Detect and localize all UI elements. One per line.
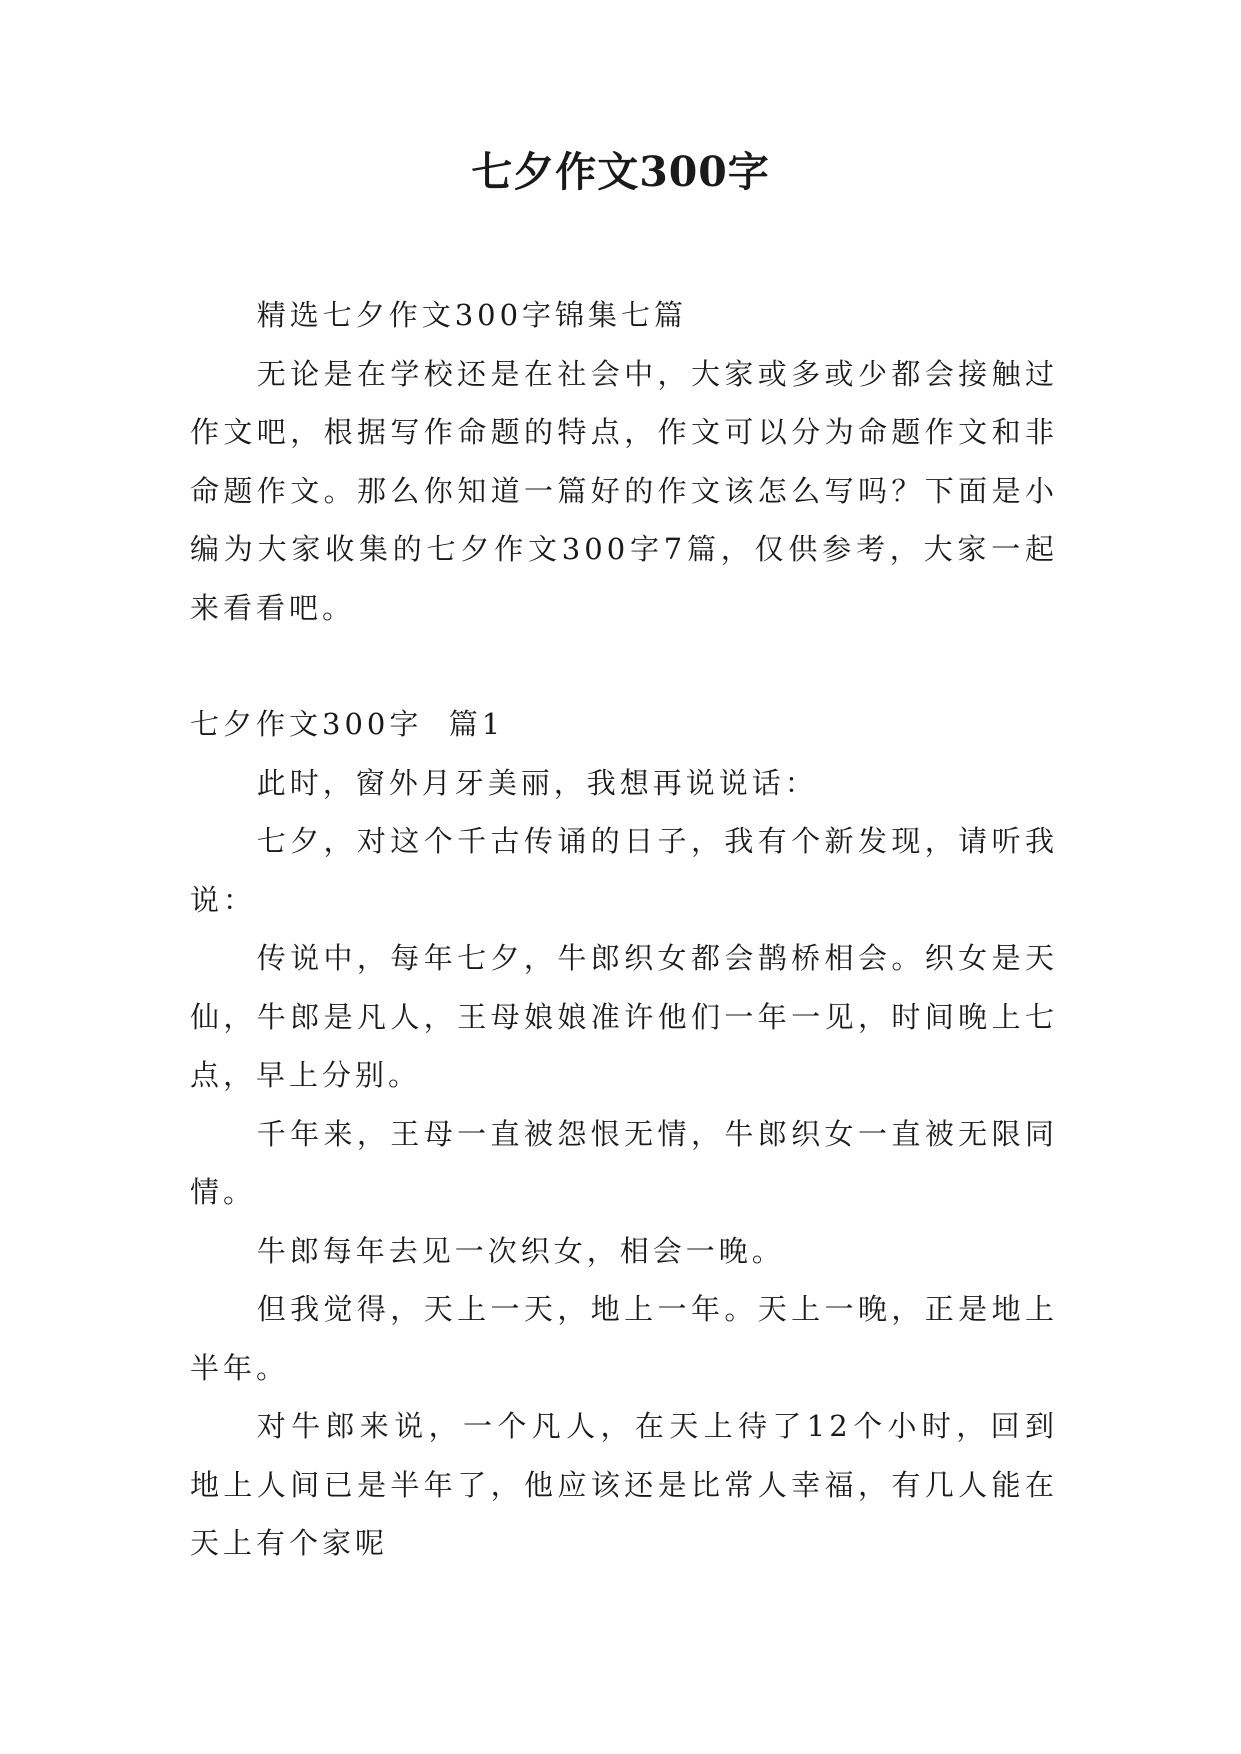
paragraph: 千年来，王母一直被怨恨无情，牛郎织女一直被无限同情。	[190, 1116, 1058, 1209]
section-heading: 七夕作文300字 篇1	[190, 707, 505, 741]
paragraph: 牛郎每年去见一次织女，相会一晚。	[256, 1233, 785, 1268]
document-body	[190, 286, 1058, 1573]
paragraph: 对牛郎来说，一个凡人，在天上待了12个小时，回到地上人间已是半年了，他应该还是比常人幸福，有几人能在天上有个家呢	[190, 1409, 1058, 1560]
paragraph: 七夕，对这个千古传诵的日子，我有个新发现，请听我说：	[190, 824, 1058, 917]
intro-heading: 精选七夕作文300字锦集七篇	[256, 298, 688, 332]
document-title: 七夕作文300字	[471, 148, 770, 196]
paragraph: 传说中，每年七夕，牛郎织女都会鹊桥相会。织女是天仙，牛郎是凡人，王母娘娘准许他们一年一见，时间晚上七点，早上分别。	[190, 941, 1058, 1092]
paragraph: 但我觉得，天上一天，地上一年。天上一晚，正是地上半年。	[190, 1292, 1058, 1385]
intro-paragraph: 无论是在学校还是在社会中，大家或多或少都会接触过作文吧，根据写作命题的特点，作文可以分为命题作文和非命题作文。那么你知道一篇好的作文该怎么写吗？下面是小编为大家收集的七夕作文300字7篇，仅供参考，大家一起来看看吧。	[190, 356, 1058, 625]
section-spacer	[190, 637, 1058, 695]
paragraph: 此时，窗外月牙美丽，我想再说说话：	[256, 765, 818, 800]
